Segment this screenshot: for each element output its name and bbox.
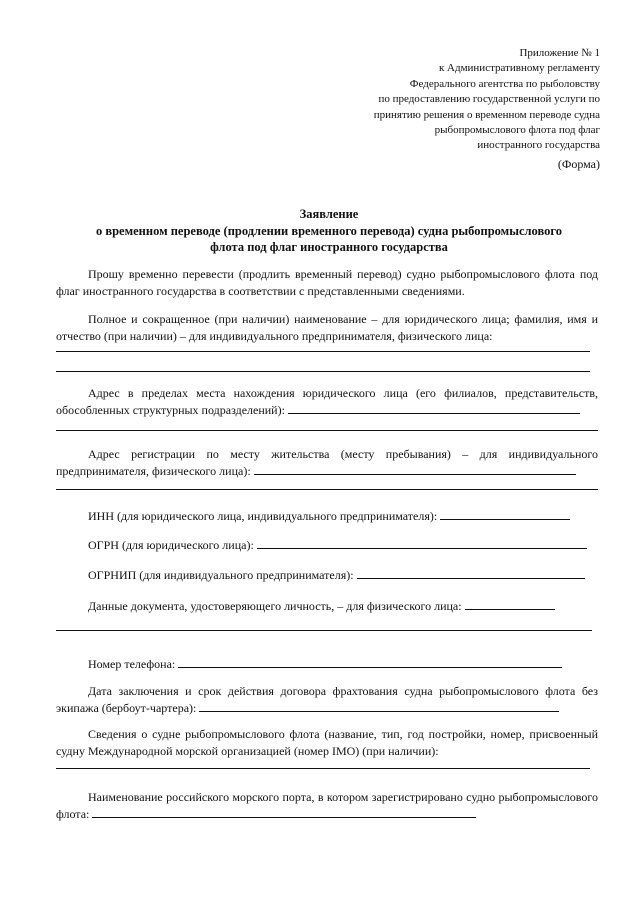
charter-label: Дата заключения и срок действия договора фрахтования судна рыбопромыслового флота без экипажа (бербоут-чартера): (56, 684, 598, 715)
appendix-line: иностранного государства (477, 139, 600, 152)
charter-field (56, 683, 598, 716)
appendix-line: к Административному регламенту (438, 62, 600, 75)
appendix-line: по предоставлению государственной услуги по (378, 93, 600, 106)
reg-address-entry-line[interactable] (254, 463, 576, 475)
legal-address-entry-line[interactable] (288, 402, 580, 414)
port-field (56, 789, 598, 822)
appendix-line: принятию решения о временном переводе судна (373, 108, 600, 121)
name-entry-line-2[interactable] (56, 371, 590, 372)
name-field-label (56, 311, 598, 344)
form-mark: (Форма) (557, 157, 600, 171)
vessel-info-label: Сведения о судне рыбопромыслового флота (название, тип, год постройки, номер, присвоенный судну Международной морской организацией (номер IMO) (при наличии): (56, 727, 598, 758)
legal-address-field (56, 385, 598, 418)
identity-doc-entry-line-2[interactable] (56, 630, 592, 631)
identity-doc-field (88, 598, 555, 614)
legal-address-entry-line-2[interactable] (56, 430, 598, 431)
phone-field (88, 656, 562, 672)
reg-address-field (56, 446, 598, 479)
ogrnip-entry-line[interactable] (357, 567, 585, 579)
vessel-info-entry-line[interactable] (56, 768, 590, 769)
phone-entry-line[interactable] (178, 656, 562, 668)
inn-field (88, 508, 570, 524)
ogrn-field (88, 537, 587, 553)
ogrnip-label: ОГРНИП (для индивидуального предпринимателя): (88, 568, 354, 582)
document-title (56, 206, 602, 256)
title-line: флота под флаг иностранного государства (210, 240, 448, 254)
identity-doc-label: Данные документа, удостоверяющего личность, – для физического лица: (88, 599, 462, 613)
port-entry-line[interactable] (92, 806, 476, 818)
intro-text: Прошу временно перевести (продлить временный перевод) судно рыбопромыслового флота под флаг иностранного государства в соответствии с представленными сведениями. (56, 267, 598, 298)
ogrnip-field (88, 567, 585, 583)
appendix-line: Приложение № 1 (519, 47, 600, 59)
ogrn-label: ОГРН (для юридического лица): (88, 538, 254, 552)
inn-entry-line[interactable] (440, 508, 570, 520)
name-entry-line-1[interactable] (56, 351, 590, 352)
ogrn-entry-line[interactable] (257, 537, 587, 549)
port-label: Наименование российского морского порта, в котором зарегистрировано судно рыбопромыслового флота: (56, 790, 598, 821)
reg-address-entry-line-2[interactable] (56, 489, 598, 490)
title-line: Заявление (299, 207, 359, 221)
reg-address-label: Адрес регистрации по месту жительства (месту пребывания) – для индивидуального предпринимателя, физического лица): (56, 447, 598, 478)
appendix-line: рыбопромыслового флота под флаг (434, 124, 600, 137)
appendix-line: Федерального агентства по рыболовству (409, 77, 600, 90)
appendix-header (320, 46, 600, 154)
name-label-text: Полное и сокращенное (при наличии) наименование – для юридического лица; фамилия, имя и отчество (при наличии) – для индивидуального предпринимателя, физического лица: (56, 312, 598, 343)
phone-label: Номер телефона: (88, 657, 176, 671)
vessel-info-field (56, 726, 598, 759)
inn-label: ИНН (для юридического лица, индивидуального предпринимателя): (88, 509, 438, 523)
charter-entry-line[interactable] (199, 700, 559, 712)
identity-doc-entry-line[interactable] (465, 598, 555, 610)
legal-address-label: Адрес в пределах места нахождения юридического лица (его филиалов, представительств, обособленных структурных подразделений): (56, 386, 598, 417)
title-line: о временном переводе (продлении временного перевода) судна рыбопромыслового (95, 223, 562, 238)
intro-paragraph (56, 266, 598, 299)
